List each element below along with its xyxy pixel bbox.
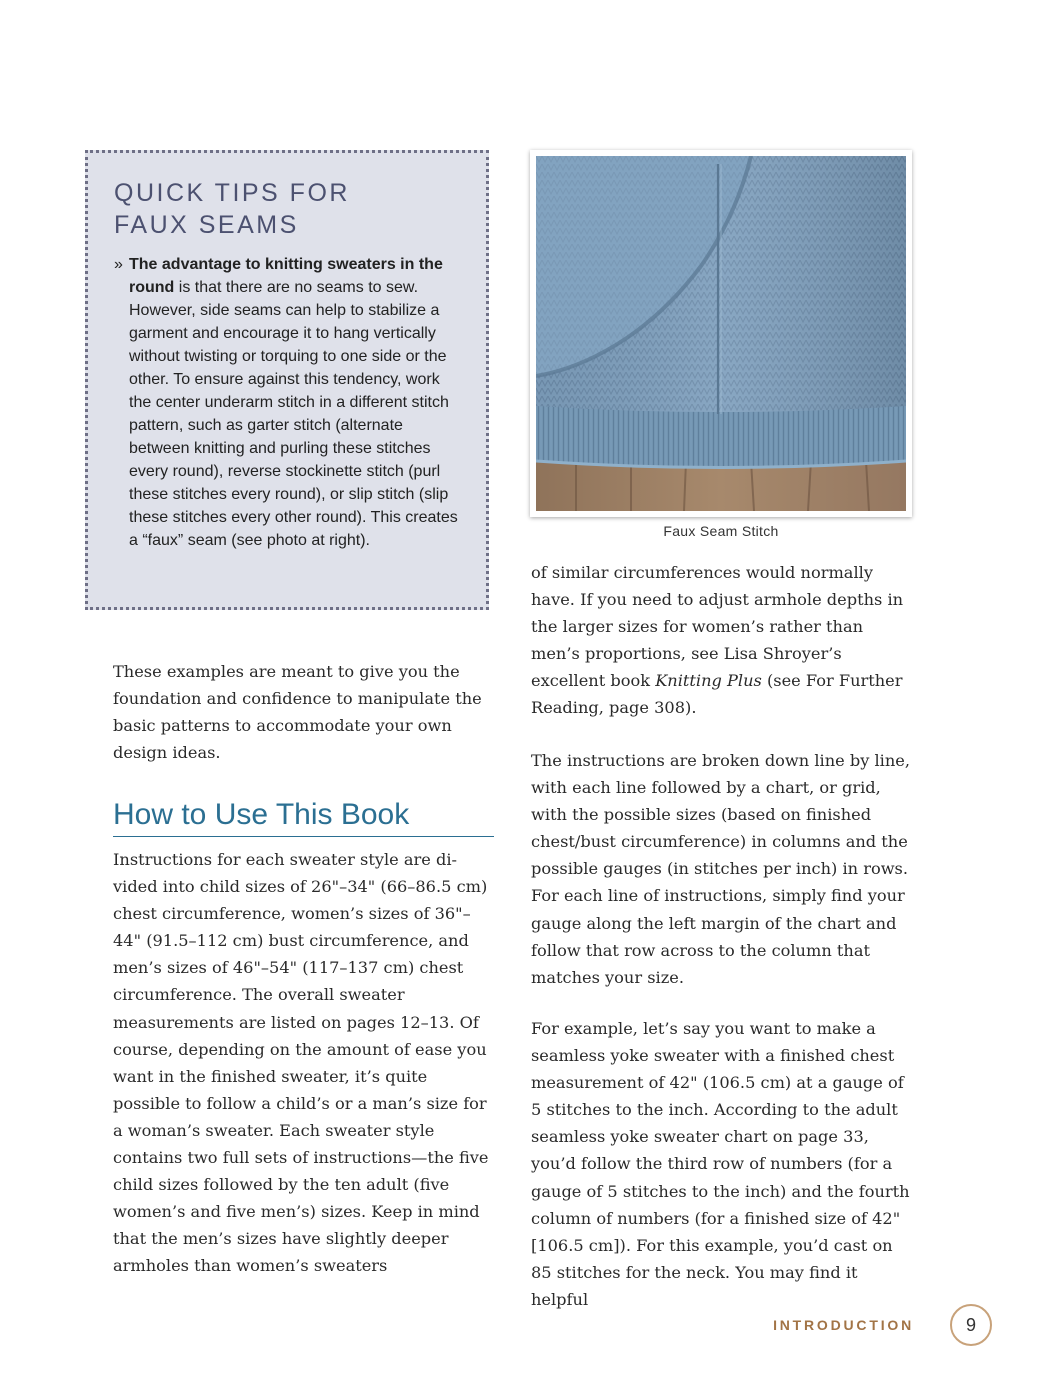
right-paragraph-1 [531,559,915,722]
right-paragraph-2: The instructions are broken down line by line, with each line followed by a chart, or grid, with the possible sizes (based on finished chest/bust circumference) in columns and the possible gauges (in stitches per inch) in rows. For each line of instructions, simply find your gauge along the left margin of the chart and follow that row across to the column that matches your size. [531,751,911,987]
paragraph-text: of similar circumferences would normally have. If you need to adjust armhole depths in the larger sizes for women’s rather than men’s proportions, see Lisa Shroyer’s excellent book [531,563,904,691]
tip-item [114,253,464,552]
faux-seam-photo [530,150,912,517]
footer-section-label: INTRODUCTION [773,1317,914,1333]
tip-body-text: is that there are no seams to sew. However, side seams can help to stabilize a garment and encourage it to hang vertically without twisting or torquing to one side or the other. To ensure against this tendency, work the center underarm stitch in a different stitch pattern, such as garter stitch (alternate between knitting and purling these stitches every round), reverse stockinette stitch (purl these stitches every round), or slip stitch (slip these stitches every other round). This creates a “faux” seam (see photo at right). [129,279,458,549]
section-heading: How to Use This Book [113,797,494,837]
paragraph-text: (see For Further Reading, page 308). [531,671,903,718]
page-number: 9 [950,1304,992,1346]
tip-box-title: QUICK TIPS FOR FAUX SEAMS [114,179,350,239]
knit-fabric-image [536,156,906,511]
how-to-use-paragraph: Instructions for each sweater style are divided into child sizes of 26"–34" (66–86.5 cm) chest circumference, women’s sizes of 36"–44" (91.5–112 cm) bust circumference, and men’s sizes of 46"–54" (117–137 cm) chest circumference. The overall sweater measurements are listed on pages 12–13. Of course, depending on the amount of ease you want in the finished sweater, it’s quite possible to follow a child’s or a man’s size for a woman’s sweater. Each sweater style contains two full sets of instructions—the five child sizes followed by the ten adult (five women’s and five men’s) sizes. Keep in mind that the men’s sizes have slightly deeper armholes than women’s sweaters [113,850,489,1276]
intro-paragraph: These examples are meant to give you the foundation and confidence to manipulate the basic patterns to accommodate your own design ideas. [113,662,482,763]
tip-lead-text: The advantage to knitting sweaters in the round [129,256,443,296]
photo-caption: Faux Seam Stitch [663,523,779,539]
right-paragraph-3: For example, let’s say you want to make a seamless yoke sweater with a finished chest measurement of 42" (106.5 cm) at a gauge of 5 stitches to the inch. According to the adult seamless yoke sweater chart on page 33, you’d follow the third row of numbers (for a gauge of 5 stitches to the inch) and the fourth column of numbers (for a finished size of 42" [106.5 cm]). For this example, you’d cast on 85 stitches for the neck. You may find it helpful [531,1019,910,1309]
bullet-glyph: » [114,256,123,273]
book-title: Knitting Plus [655,671,762,691]
quick-tips-box [85,150,489,610]
